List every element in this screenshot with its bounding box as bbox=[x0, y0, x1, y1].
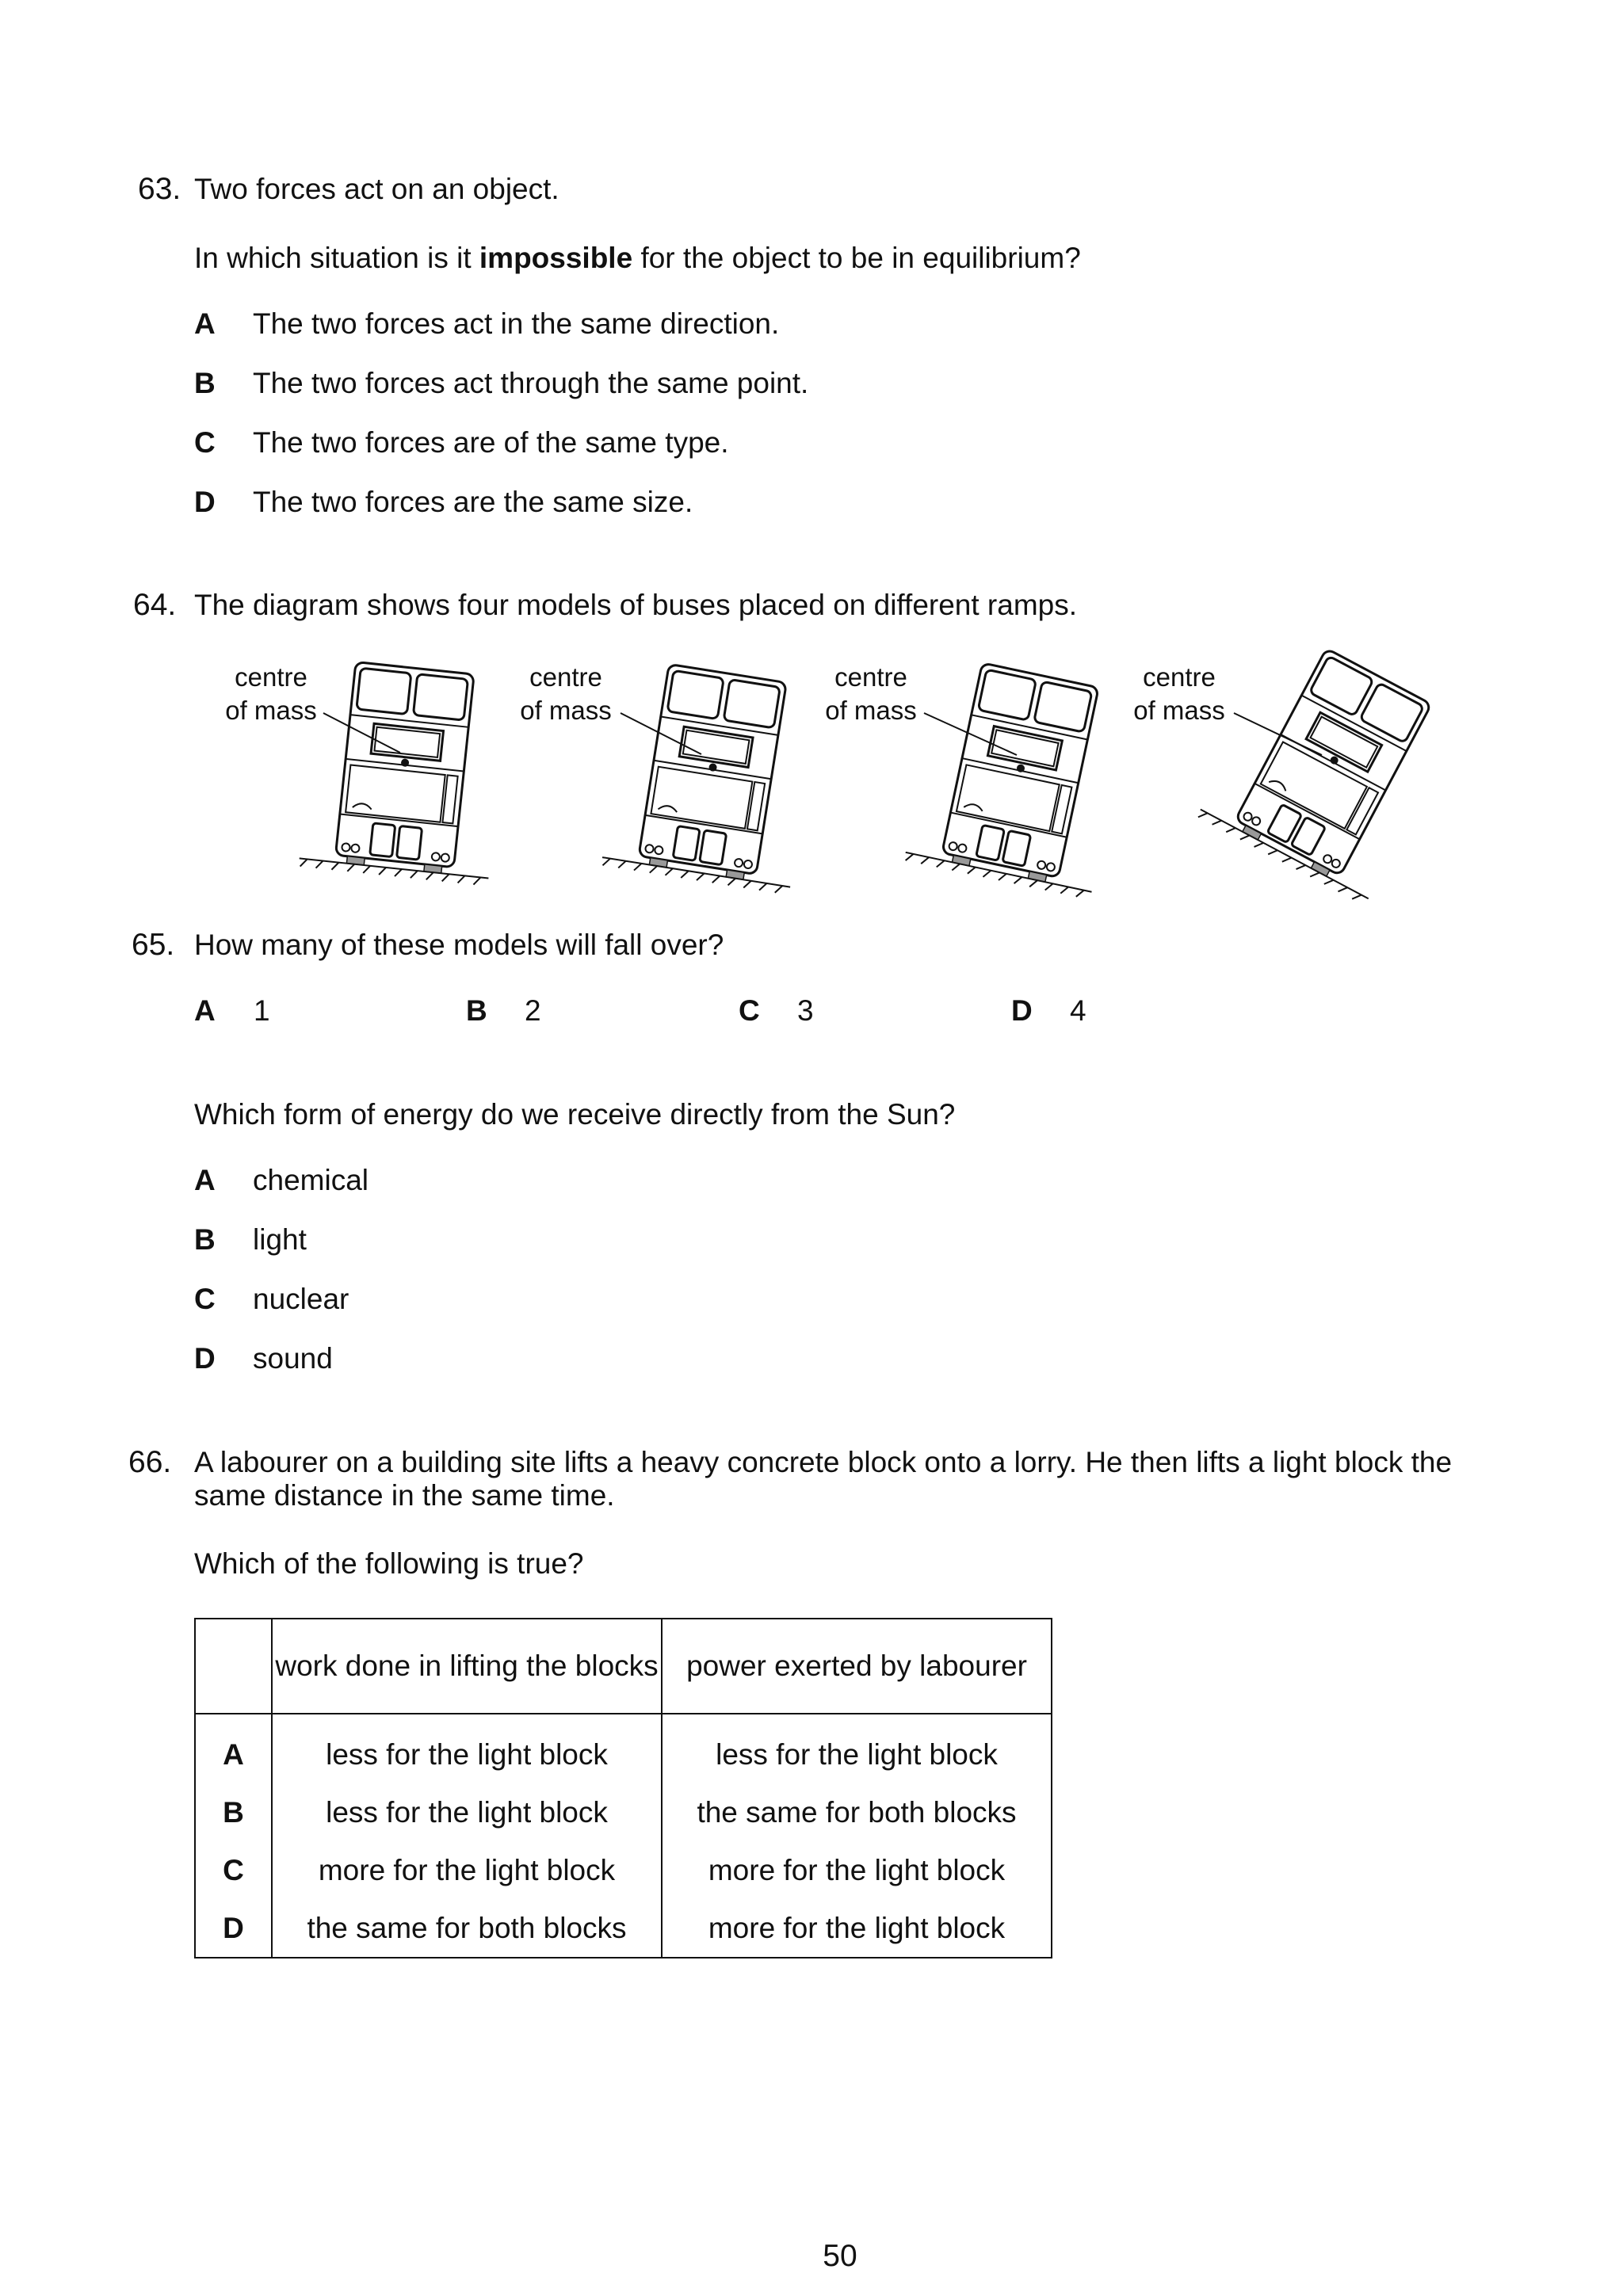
q64-number: 64. bbox=[133, 588, 177, 622]
q65-option-text: 4 bbox=[1070, 994, 1086, 1027]
bus-on-ramp bbox=[299, 658, 510, 887]
page-number: 50 bbox=[823, 2239, 857, 2273]
table-row bbox=[195, 1899, 1052, 1958]
q66-number: 66. bbox=[128, 1445, 172, 1479]
table-cell: less for the light block bbox=[272, 1783, 662, 1841]
table-row-letter: C bbox=[195, 1841, 272, 1899]
table-cell: more for the light block bbox=[662, 1899, 1052, 1958]
table-row-letter: B bbox=[195, 1783, 272, 1841]
sun-option-text: light bbox=[253, 1223, 307, 1256]
sun-option-text: sound bbox=[253, 1342, 333, 1375]
bus-on-ramp bbox=[904, 655, 1134, 899]
sun-option-text: nuclear bbox=[253, 1283, 349, 1315]
q63-prompt-bold: impossible bbox=[479, 242, 633, 274]
sun-option-letter: A bbox=[194, 1164, 216, 1196]
q65-option-letter: B bbox=[466, 994, 487, 1027]
q63-option-text: The two forces act through the same point. bbox=[253, 367, 809, 399]
q63-option-text: The two forces are the same size. bbox=[253, 486, 693, 518]
bus-on-ramp bbox=[601, 658, 822, 894]
label-line: centre bbox=[235, 662, 307, 692]
sun-option-letter: B bbox=[194, 1223, 216, 1256]
table-row bbox=[195, 1783, 1052, 1841]
table-cell: less for the light block bbox=[662, 1714, 1052, 1783]
table-row-letter: D bbox=[195, 1899, 272, 1958]
q63-prompt-before: In which situation is it bbox=[194, 242, 479, 274]
buses-on-ramps-diagram bbox=[0, 0, 1623, 919]
q65-option-text: 2 bbox=[525, 994, 541, 1027]
q66-prompt: Which of the following is true? bbox=[194, 1547, 584, 1580]
bus-on-ramp bbox=[1197, 631, 1463, 906]
label-line: of mass bbox=[1133, 696, 1225, 725]
table-cell: the same for both blocks bbox=[662, 1783, 1052, 1841]
q65-option-letter: C bbox=[739, 994, 760, 1027]
q65-option-letter: A bbox=[194, 994, 216, 1027]
q63-option-letter: B bbox=[194, 367, 216, 399]
table-cell: more for the light block bbox=[662, 1841, 1052, 1899]
q63-option-letter: A bbox=[194, 307, 216, 340]
table-row-letter: A bbox=[195, 1714, 272, 1783]
q64-stem: The diagram shows four models of buses placed on different ramps. bbox=[194, 589, 1078, 621]
label-line: of mass bbox=[520, 696, 612, 725]
sun-option-letter: D bbox=[194, 1342, 216, 1375]
table-header-row bbox=[195, 1619, 1052, 1714]
sun-question-stem: Which form of energy do we receive directly from the Sun? bbox=[194, 1098, 956, 1131]
table-header-cell: power exerted by labourer bbox=[662, 1619, 1052, 1714]
table-row bbox=[195, 1714, 1052, 1783]
q63-prompt-after: for the object to be in equilibrium? bbox=[632, 242, 1081, 274]
table-header-cell bbox=[195, 1619, 272, 1714]
q65-option-letter: D bbox=[1011, 994, 1033, 1027]
sun-option-text: chemical bbox=[253, 1164, 369, 1196]
q65-number: 65. bbox=[132, 928, 175, 962]
q63-option-letter: C bbox=[194, 426, 216, 459]
table-header-cell: work done in lifting the blocks bbox=[272, 1619, 662, 1714]
sun-option-letter: C bbox=[194, 1283, 216, 1315]
q66-stem-line1: A labourer on a building site lifts a heavy concrete block onto a lorry. He then lifts a light block the bbox=[194, 1446, 1453, 1478]
q63-option-text: The two forces act in the same direction. bbox=[253, 307, 780, 340]
q63-stem: Two forces act on an object. bbox=[194, 173, 559, 205]
answer-table bbox=[194, 1618, 1052, 1958]
q65-option-text: 3 bbox=[797, 994, 814, 1027]
table-cell: more for the light block bbox=[272, 1841, 662, 1899]
q63-number: 63. bbox=[138, 172, 181, 206]
table-row bbox=[195, 1841, 1052, 1899]
label-line: centre bbox=[529, 662, 602, 692]
label-pointers bbox=[323, 713, 1322, 755]
table-cell: the same for both blocks bbox=[272, 1899, 662, 1958]
label-line: of mass bbox=[825, 696, 917, 725]
label-line: of mass bbox=[225, 696, 317, 725]
q63-option-letter: D bbox=[194, 486, 216, 518]
label-line: centre bbox=[834, 662, 907, 692]
q63-option-text: The two forces are of the same type. bbox=[253, 426, 729, 459]
q65-option-text: 1 bbox=[254, 994, 270, 1027]
table-cell: less for the light block bbox=[272, 1714, 662, 1783]
q66-stem-line2: same distance in the same time. bbox=[194, 1479, 615, 1512]
label-line: centre bbox=[1143, 662, 1216, 692]
q65-stem: How many of these models will fall over? bbox=[194, 929, 724, 961]
